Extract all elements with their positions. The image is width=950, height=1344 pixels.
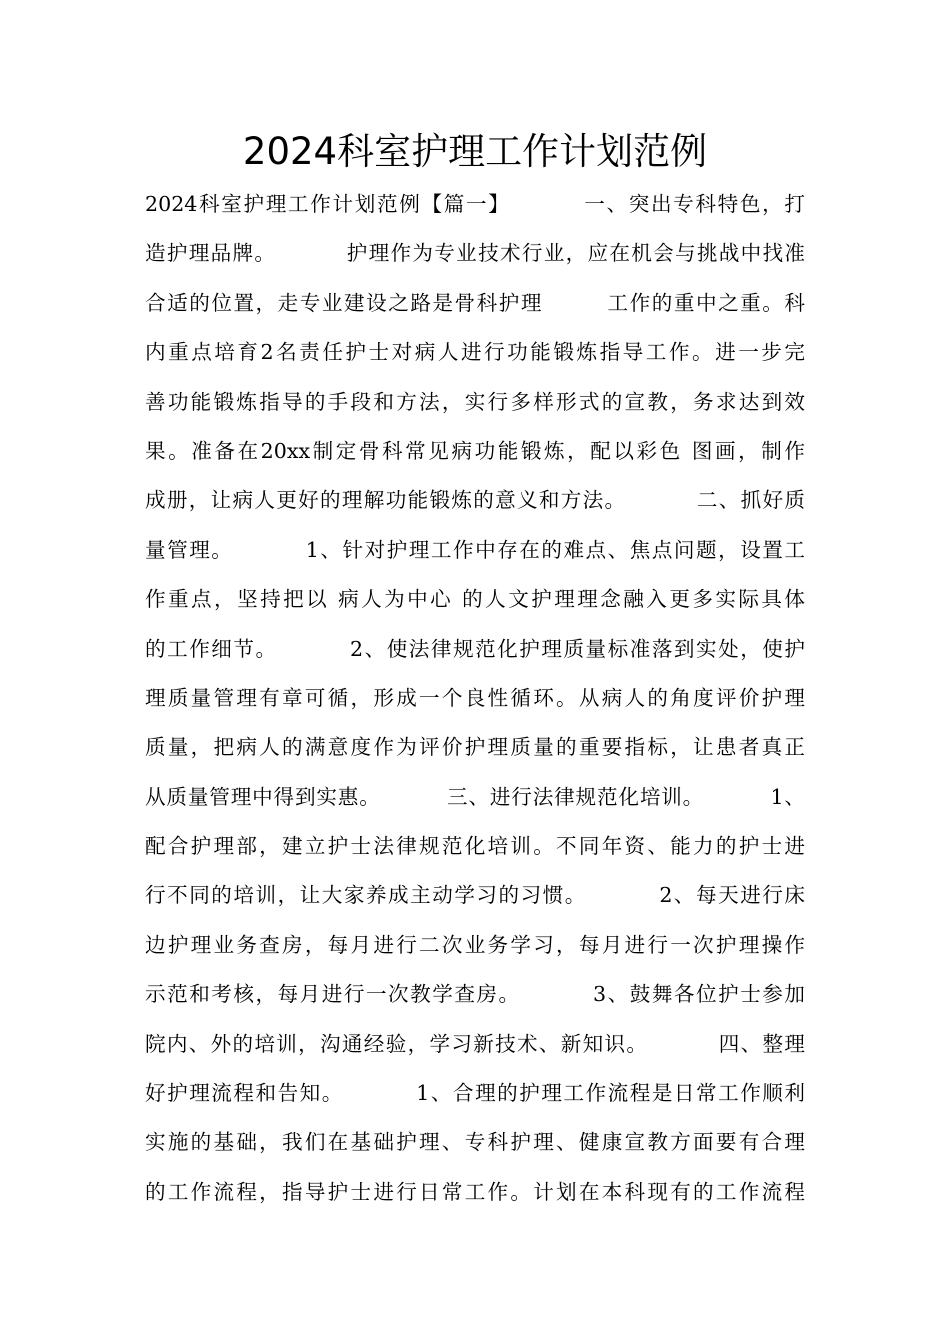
body-line: 合适的位置，走专业建设之路是骨科护理 工作的重中之重。科 (145, 290, 805, 315)
body-line: 成册，让病人更好的理解功能锻炼的意义和方法。 二、抓好质 (145, 488, 805, 513)
body-line: 果。准备在20xx制定骨科常见病功能锻炼，配以彩色 图画，制作 (145, 438, 805, 463)
body-line: 内重点培育2名责任护士对病人进行功能锻炼指导工作。进一步完 (145, 340, 805, 365)
body-line: 边护理业务查房，每月进行二次业务学习，每月进行一次护理操作 (145, 932, 805, 957)
body-line: 的工作细节。 2、使法律规范化护理质量标准落到实处，使护 (145, 636, 805, 661)
body-line: 好护理流程和告知。 1、合理的护理工作流程是日常工作顺利 (145, 1081, 805, 1106)
body-line: 善功能锻炼指导的手段和方法，实行多样形式的宣教，务求达到效 (145, 389, 805, 414)
body-line: 造护理品牌。 护理作为专业技术行业，应在机会与挑战中找准 (145, 241, 805, 266)
body-line: 行不同的培训，让大家养成主动学习的习惯。 2、每天进行床 (145, 883, 805, 908)
body-line: 实施的基础，我们在基础护理、专科护理、健康宣教方面要有合理 (145, 1130, 805, 1155)
body-line: 作重点，坚持把以 病人为中心 的人文护理理念融入更多实际具体 (145, 587, 805, 612)
body-line: 从质量管理中得到实惠。 三、进行法律规范化培训。 1、 (145, 784, 805, 809)
body-line: 量管理。 1、针对护理工作中存在的难点、焦点问题，设置工 (145, 537, 805, 562)
body-line: 质量，把病人的满意度作为评价护理质量的重要指标，让患者真正 (145, 735, 805, 760)
body-line: 理质量管理有章可循，形成一个良性循环。从病人的角度评价护理 (145, 685, 805, 710)
body-line: 2024科室护理工作计划范例【篇一】 一、突出专科特色，打 (145, 192, 805, 216)
body-line: 配合护理部，建立护士法律规范化培训。不同年资、能力的护士进 (145, 834, 805, 859)
body-line: 院内、外的培训，沟通经验，学习新技术、新知识。 四、整理 (145, 1031, 805, 1056)
body-line: 示范和考核，每月进行一次教学查房。 3、鼓舞各位护士参加 (145, 982, 805, 1007)
document-title: 2024科室护理工作计划范例 (242, 130, 708, 173)
body-line: 的工作流程，指导护士进行日常工作。计划在本科现有的工作流程 (145, 1179, 805, 1204)
document-body (145, 180, 805, 1217)
